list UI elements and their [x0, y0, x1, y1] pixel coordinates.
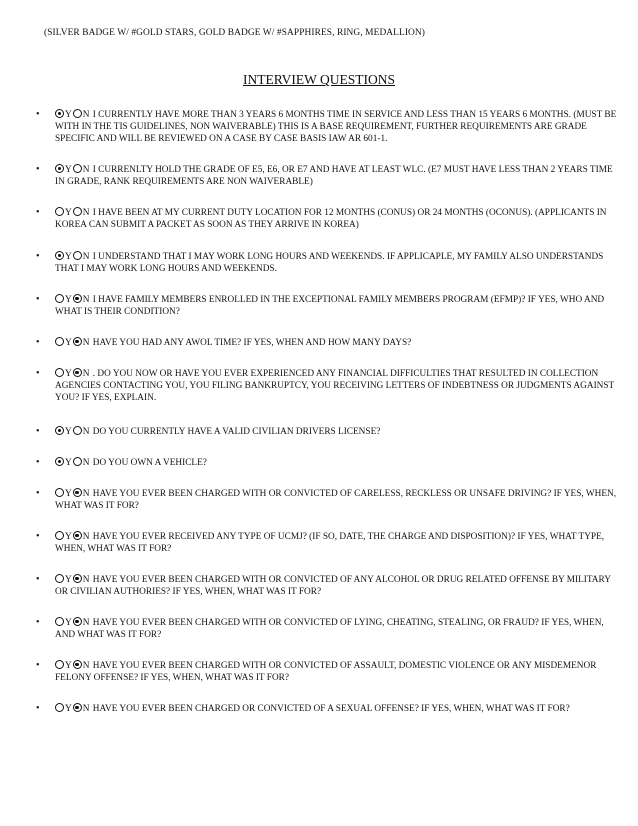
bullet-icon: • [36, 251, 40, 262]
yes-radio[interactable] [55, 426, 64, 435]
question-text: HAVE YOU EVER BEEN CHARGED WITH OR CONVICTED OF LYING, CHEATING, STEALING, OR FRAUD? IF YES, WHEN, AND WHAT WAS IT FOR? [55, 618, 604, 640]
no-radio[interactable] [73, 617, 82, 626]
bullet-icon: • [36, 488, 40, 499]
no-radio[interactable] [73, 294, 82, 303]
no-label: N [82, 575, 90, 585]
yes-label: Y [65, 427, 72, 437]
bullet-icon: • [36, 426, 40, 437]
question-text: HAVE YOU EVER BEEN CHARGED WITH OR CONVICTED OF ANY ALCOHOL OR DRUG RELATED OFFENSE BY MILITARY OR CIVILIAN AUTHORIES? IF YES, WHEN, WHAT WAS IT FOR? [55, 575, 611, 597]
bullet-icon: • [36, 617, 40, 628]
bullet-icon: • [36, 574, 40, 585]
header-line: (SILVER BADGE W/ #GOLD STARS, GOLD BADGE W/ #SAPPHIRES, RING, MEDALLION) [44, 28, 426, 38]
bullet-icon: • [36, 294, 40, 305]
question-item [36, 457, 620, 469]
no-radio[interactable] [73, 207, 82, 216]
yes-label: Y [65, 661, 72, 671]
yes-radio[interactable] [55, 368, 64, 377]
yes-radio[interactable] [55, 207, 64, 216]
yes-label: Y [65, 369, 72, 379]
question-item [36, 294, 620, 318]
yes-label: Y [65, 252, 72, 262]
no-radio[interactable] [73, 337, 82, 346]
yes-radio[interactable] [55, 660, 64, 669]
yes-radio[interactable] [55, 294, 64, 303]
yes-label: Y [65, 295, 72, 305]
question-text: DO YOU OWN A VEHICLE? [90, 458, 207, 468]
no-label: N [82, 704, 90, 714]
no-label: N [82, 110, 90, 120]
no-label: N [82, 661, 90, 671]
yes-radio[interactable] [55, 703, 64, 712]
title-text: INTERVIEW QUESTIONS [242, 72, 396, 87]
no-radio[interactable] [73, 368, 82, 377]
bullet-icon: • [36, 368, 40, 379]
question-list [36, 109, 620, 734]
yes-label: Y [65, 110, 72, 120]
question-text: . DO YOU NOW OR HAVE YOU EVER EXPERIENCED ANY FINANCIAL DIFFICULTIES THAT RESULTED IN COLLECTION AGENCIES CONTACTING YOU, YOU FILING BANKRUPTCY, YOU RECEIVING LETTERS OF INDEBTNESS OR JUDGMENTS AGAINST YOU? IF YES, EXPLAIN. [55, 369, 615, 403]
question-text: HAVE YOU EVER BEEN CHARGED WITH OR CONVICTED OF ASSAULT, DOMESTIC VIOLENCE OR ANY MISDEMENOR FELONY OFFENSE? IF YES, WHEN, WHAT WAS IT FOR? [55, 661, 597, 683]
bullet-icon: • [36, 207, 40, 218]
bullet-icon: • [36, 457, 40, 468]
question-item [36, 368, 620, 404]
yes-radio[interactable] [55, 574, 64, 583]
question-item [36, 251, 620, 275]
no-label: N [82, 532, 90, 542]
yes-label: Y [65, 165, 72, 175]
no-label: N [82, 458, 90, 468]
question-text: DO YOU CURRENTLY HAVE A VALID CIVILIAN DRIVERS LICENSE? [90, 427, 381, 437]
yes-label: Y [65, 338, 72, 348]
bullet-icon: • [36, 703, 40, 714]
question-text: HAVE YOU EVER BEEN CHARGED OR CONVICTED OF A SEXUAL OFFENSE? IF YES, WHEN, WHAT WAS IT FOR? [90, 704, 570, 714]
question-text: I CURRENLTY HOLD THE GRADE OF E5, E6, OR E7 AND HAVE AT LEAST WLC. (E7 MUST HAVE LESS THAN 2 YEARS TIME IN GRADE, RANK REQUIREMENTS ARE NON WAIVERABLE) [55, 165, 613, 187]
bullet-icon: • [36, 164, 40, 175]
question-text: I UNDERSTAND THAT I MAY WORK LONG HOURS AND WEEKENDS. IF APPLICAPLE, MY FAMILY ALSO UNDERSTANDS THAT I MAY WORK LONG HOURS AND WEEKENDS. [55, 252, 604, 274]
no-label: N [82, 338, 90, 348]
question-item [36, 617, 620, 641]
yes-label: Y [65, 489, 72, 499]
no-label: N [82, 618, 90, 628]
question-item [36, 109, 620, 145]
no-label: N [82, 165, 90, 175]
question-item [36, 164, 620, 188]
no-radio[interactable] [73, 574, 82, 583]
yes-label: Y [65, 458, 72, 468]
no-radio[interactable] [73, 660, 82, 669]
yes-radio[interactable] [55, 109, 64, 118]
yes-label: Y [65, 704, 72, 714]
no-radio[interactable] [73, 164, 82, 173]
bullet-icon: • [36, 109, 40, 120]
question-text: HAVE YOU HAD ANY AWOL TIME? IF YES, WHEN AND HOW MANY DAYS? [90, 338, 412, 348]
question-item [36, 426, 620, 438]
question-text: I HAVE BEEN AT MY CURRENT DUTY LOCATION FOR 12 MONTHS (CONUS) OR 24 MONTHS (OCONUS). (APPLICANTS IN KOREA CAN SUBMIT A PACKET AS SOON AS THEY ARRIVE IN KOREA) [55, 208, 607, 230]
question-item [36, 531, 620, 555]
yes-radio[interactable] [55, 251, 64, 260]
no-radio[interactable] [73, 426, 82, 435]
no-label: N [82, 489, 90, 499]
yes-radio[interactable] [55, 337, 64, 346]
question-text: I HAVE FAMILY MEMBERS ENROLLED IN THE EXCEPTIONAL FAMILY MEMBERS PROGRAM (EFMP)? IF YES, WHO AND WHAT IS THEIR CONDITION? [55, 295, 605, 317]
no-radio[interactable] [73, 531, 82, 540]
page-title [0, 72, 638, 88]
yes-radio[interactable] [55, 617, 64, 626]
yes-radio[interactable] [55, 531, 64, 540]
bullet-icon: • [36, 531, 40, 542]
question-text: HAVE YOU EVER RECEIVED ANY TYPE OF UCMJ? (IF SO, DATE, THE CHARGE AND DISPOSITION)? IF YES, WHAT TYPE, WHEN, WHAT WAS IT FOR? [55, 532, 605, 554]
yes-label: Y [65, 575, 72, 585]
bullet-icon: • [36, 660, 40, 671]
yes-label: Y [65, 532, 72, 542]
yes-label: Y [65, 618, 72, 628]
yes-radio[interactable] [55, 488, 64, 497]
question-item [36, 703, 620, 715]
question-item [36, 337, 620, 349]
no-label: N [82, 208, 90, 218]
no-radio[interactable] [73, 457, 82, 466]
no-label: N [82, 295, 90, 305]
question-text: I CURRENTLY HAVE MORE THAN 3 YEARS 6 MONTHS TIME IN SERVICE AND LESS THAN 15 YEARS 6 MONTHS. (MUST BE WITH IN THE TIS GUIDELINES, NON WAIVERABLE) THIS IS A BASE REQUIREMENT, FURTHER REQUIREMENTS ARE GRADE SPECIFIC AND WILL BE REVIEWED ON A CASE BY CASE BASIS IAW AR 601-1. [55, 110, 617, 144]
question-item [36, 660, 620, 684]
yes-radio[interactable] [55, 457, 64, 466]
no-radio[interactable] [73, 109, 82, 118]
question-text: HAVE YOU EVER BEEN CHARGED WITH OR CONVICTED OF CARELESS, RECKLESS OR UNSAFE DRIVING? IF YES, WHEN, WHAT WAS IT FOR? [55, 489, 617, 511]
question-item [36, 488, 620, 512]
question-item [36, 207, 620, 231]
no-label: N [82, 369, 90, 379]
question-item [36, 574, 620, 598]
no-label: N [82, 252, 90, 262]
no-label: N [82, 427, 90, 437]
no-radio[interactable] [73, 488, 82, 497]
no-radio[interactable] [73, 703, 82, 712]
yes-radio[interactable] [55, 164, 64, 173]
no-radio[interactable] [73, 251, 82, 260]
bullet-icon: • [36, 337, 40, 348]
yes-label: Y [65, 208, 72, 218]
